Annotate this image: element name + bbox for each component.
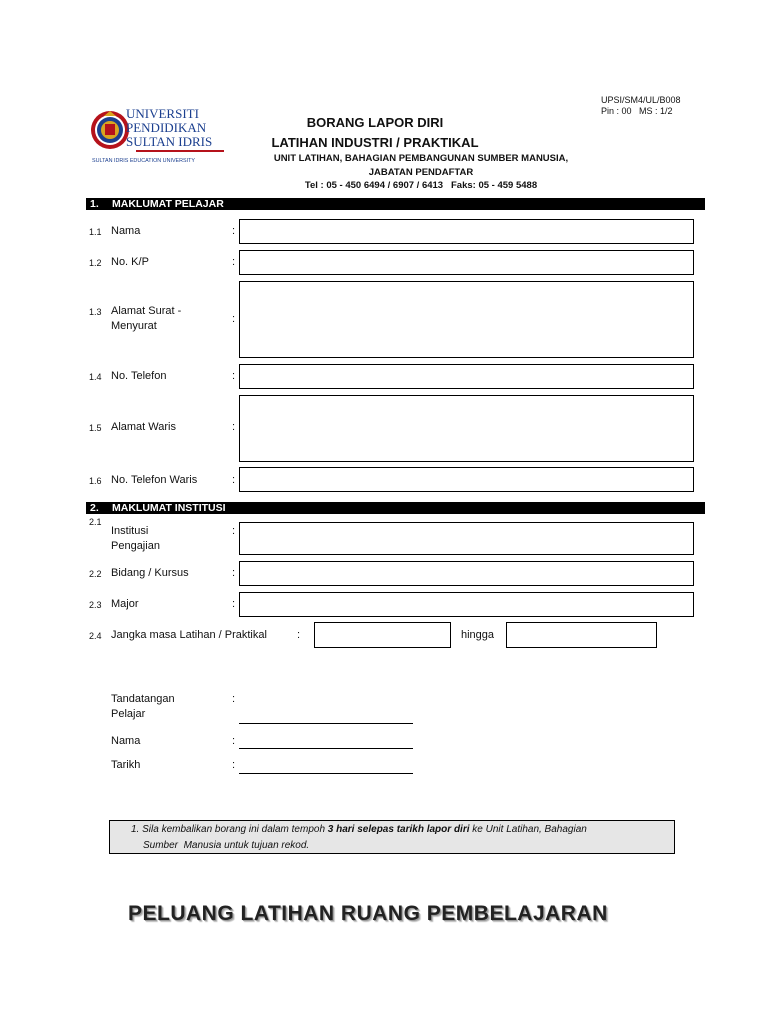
field-colon: :	[232, 313, 236, 325]
university-logo	[90, 104, 230, 166]
form-subtitle: LATIHAN INDUSTRI / PRAKTIKAL	[271, 135, 479, 150]
note-emphasis: 3 hari selepas tarikh lapor diri	[327, 824, 470, 835]
mailing-address-field[interactable]	[239, 281, 694, 358]
document-pin: Pin : 00 MS : 1/2	[601, 106, 673, 116]
signature-name-line[interactable]	[239, 748, 413, 749]
course-field[interactable]	[239, 561, 694, 586]
mailing-address-label	[111, 304, 181, 334]
field-colon: :	[232, 256, 236, 268]
field-number: 2.1	[89, 517, 102, 527]
section-title: MAKLUMAT INSTITUSI	[112, 502, 226, 514]
department-name: JABATAN PENDAFTAR	[368, 167, 474, 178]
training-period-label: Jangka masa Latihan / Praktikal	[111, 629, 267, 641]
name-label: Nama	[111, 225, 141, 237]
field-colon: :	[232, 225, 236, 237]
period-start-field[interactable]	[314, 622, 451, 648]
section-number: 2.	[90, 502, 99, 514]
field-colon: :	[232, 567, 236, 579]
note-suffix: ke Unit Latihan, Bahagian	[469, 824, 587, 835]
document-reference	[601, 95, 681, 117]
guardian-phone-field[interactable]	[239, 467, 694, 492]
field-colon: :	[297, 629, 301, 641]
signature-line[interactable]	[239, 723, 413, 724]
unit-name: UNIT LATIHAN, BAHAGIAN PEMBANGUNAN SUMBER MANUSIA,	[273, 153, 569, 164]
field-number: 1.1	[89, 227, 102, 237]
label-line1: Institusi	[111, 525, 149, 537]
date-label: Tarikh	[111, 759, 141, 771]
course-label: Bidang / Kursus	[111, 567, 189, 579]
field-colon: :	[232, 525, 236, 537]
field-number: 1.5	[89, 423, 102, 433]
logo-tagline: SULTAN IDRIS EDUCATION UNIVERSITY	[92, 158, 196, 164]
field-colon: :	[232, 474, 236, 486]
instruction-note	[109, 820, 675, 854]
form-title: BORANG LAPOR DIRI	[306, 115, 444, 130]
section-header-student-info	[86, 198, 705, 210]
major-field[interactable]	[239, 592, 694, 617]
signature-name-label: Nama	[111, 735, 141, 747]
label-line1: Tandatangan	[111, 693, 175, 705]
name-field[interactable]	[239, 219, 694, 244]
field-number: 1.3	[89, 307, 102, 317]
field-colon: :	[232, 598, 236, 610]
field-colon: :	[232, 735, 236, 747]
field-number: 2.2	[89, 569, 102, 579]
field-colon: :	[232, 759, 236, 771]
institution-field[interactable]	[239, 522, 694, 555]
guardian-address-field[interactable]	[239, 395, 694, 462]
institution-label	[111, 524, 160, 554]
label-line2: Pelajar	[111, 708, 146, 720]
university-crest-icon	[90, 104, 230, 166]
logo-line3: SULTAN IDRIS	[126, 134, 213, 149]
section-number: 1.	[90, 198, 99, 210]
label-line2: Pengajian	[111, 540, 160, 552]
field-number: 1.4	[89, 372, 102, 382]
field-number: 1.2	[89, 258, 102, 268]
guardian-address-label: Alamat Waris	[111, 421, 176, 433]
major-label: Major	[111, 598, 139, 610]
logo-line2: PENDIDIKAN	[126, 120, 207, 135]
date-line[interactable]	[239, 773, 413, 774]
note-line2: Sumber Manusia untuk tujuan rekod.	[143, 840, 310, 851]
label-line1: Alamat Surat -	[111, 305, 182, 317]
logo-line1: UNIVERSITI	[126, 106, 199, 121]
note-line1	[131, 822, 674, 838]
footer-slogan: PELUANG LATIHAN RUANG PEMBELAJARAN	[128, 902, 608, 925]
note-prefix: 1. Sila kembalikan borang ini dalam tempoh	[131, 824, 328, 835]
field-colon: :	[232, 693, 236, 705]
signature-label	[111, 692, 175, 722]
phone-field[interactable]	[239, 364, 694, 389]
period-end-field[interactable]	[506, 622, 657, 648]
section-title: MAKLUMAT PELAJAR	[112, 198, 224, 210]
guardian-phone-label: No. Telefon Waris	[111, 474, 198, 486]
field-number: 1.6	[89, 476, 102, 486]
until-label: hingga	[461, 629, 495, 641]
contact-info: Tel : 05 - 450 6494 / 6907 / 6413 Faks: 05 - 459 5488	[304, 180, 538, 191]
section-header-institution-info	[86, 502, 705, 514]
phone-label: No. Telefon	[111, 370, 167, 382]
field-number: 2.3	[89, 600, 102, 610]
field-colon: :	[232, 421, 236, 433]
field-colon: :	[232, 370, 236, 382]
ic-number-label: No. K/P	[111, 256, 149, 268]
field-number: 2.4	[89, 631, 102, 641]
ic-number-field[interactable]	[239, 250, 694, 275]
label-line2: Menyurat	[111, 320, 157, 332]
document-code: UPSI/SM4/UL/B008	[601, 95, 681, 105]
